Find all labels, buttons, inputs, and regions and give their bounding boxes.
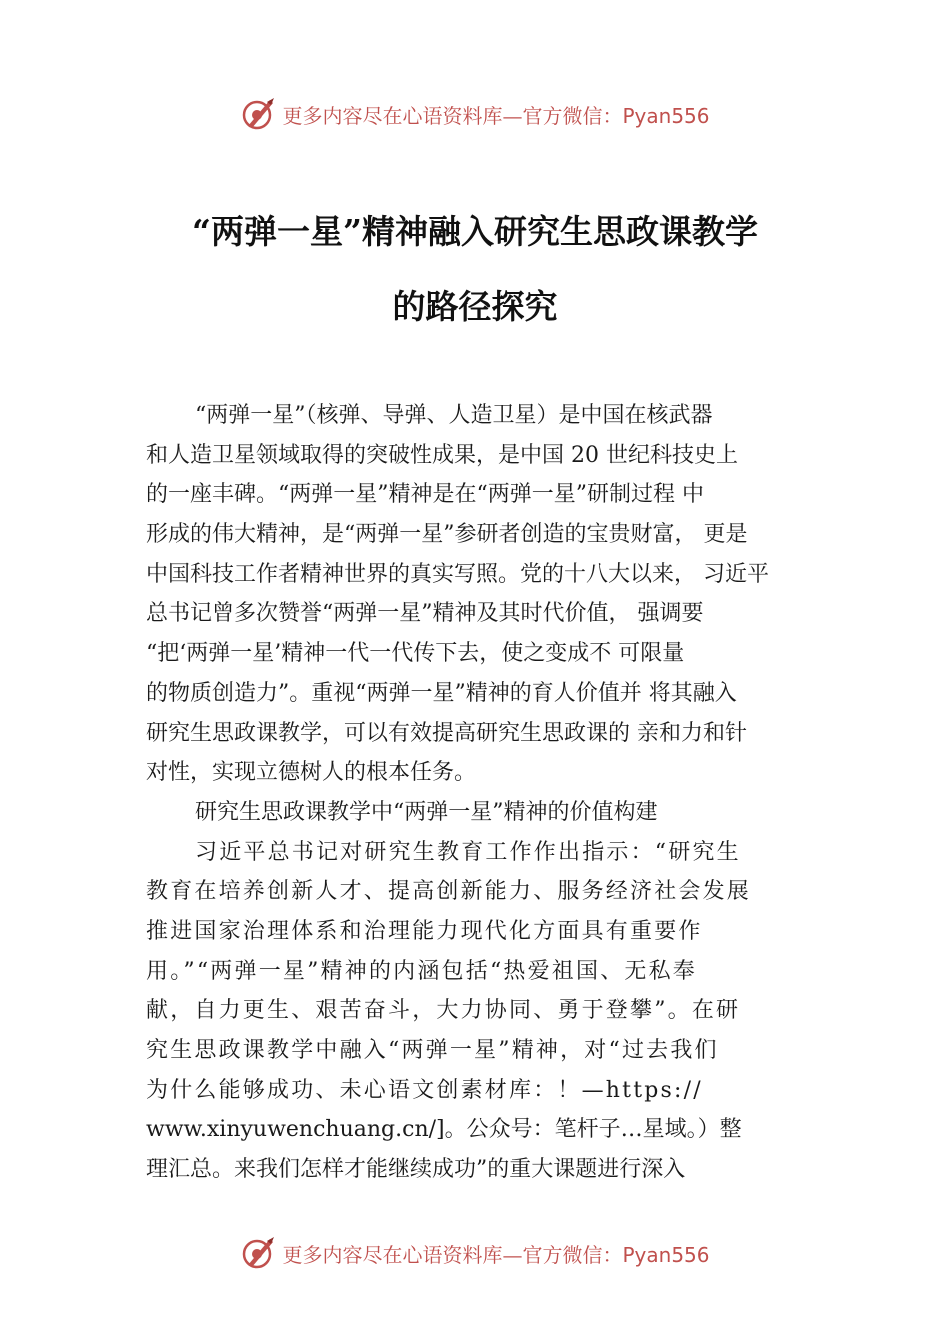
paragraph-line: “把‘两弹一星’精神一代一代传下去，使之变成不 可限量 [146, 641, 685, 667]
paragraph-line: 的物质创造力”。重视“两弹一星”精神的育人价值并 将其融入 [146, 680, 737, 706]
quill-seal-icon [240, 96, 276, 132]
paragraph-line: 究生思政课教学中融入“两弹一星”精神，对“过去我们 [146, 1038, 719, 1063]
document-title-line-2: 的路径探究 [392, 287, 558, 326]
paragraph-line: 为什么能够成功、未心语文创素材库：！—https:// [146, 1077, 703, 1103]
quill-seal-icon [240, 1235, 276, 1271]
paragraph-line: 理汇总。来我们怎样才能继续成功”的重大课题进行深入 [146, 1157, 686, 1183]
document-body [146, 396, 834, 1190]
paragraph-line: 习近平总书记对研究生教育工作作出指示：“研究生 [195, 839, 741, 865]
header-banner [0, 94, 950, 134]
paragraph-line: 用。”“两弹一星”精神的内涵包括“热爱祖国、无私奉 [146, 958, 697, 984]
paragraph-line: 对性，实现立德树人的根本任务。 [146, 760, 477, 786]
paragraph-line: www.xinyuwenchuang.cn/]。公众号：笔杆子…星域。）整 [146, 1117, 742, 1143]
paragraph-line: 的一座丰碑。“两弹一星”精神是在“两弹一星”研制过程 中 [146, 482, 704, 508]
section-heading: 研究生思政课教学中“两弹一星”精神的价值构建 [195, 799, 658, 825]
footer-banner [0, 1233, 950, 1273]
paragraph-line: 献，自力更生、艰苦奋斗，大力协同、勇于登攀”。在研 [146, 998, 741, 1024]
document-title-line-1: “两弹一星”精神融入研究生思政课教学 [192, 212, 758, 251]
paragraph-line: 总书记曾多次赞誉“两弹一星”精神及其时代价值， 强调要 [146, 601, 704, 627]
banner-text: 更多内容尽在心语资料库—官方微信：Pyan556 [282, 103, 710, 128]
paragraph-line: 教育在培养创新人才、提高创新能力、服务经济社会发展 [146, 879, 752, 905]
banner-text: 更多内容尽在心语资料库—官方微信：Pyan556 [282, 1242, 710, 1267]
paragraph-line: 研究生思政课教学，可以有效提高研究生思政课的 亲和力和针 [146, 720, 747, 746]
paragraph-line: “两弹一星”（核弹、导弹、人造卫星）是中国在核武器 [195, 403, 713, 428]
paragraph-line: 和人造卫星领域取得的突破性成果，是中国 20 世纪科技史上 [146, 442, 738, 468]
paragraph-line: 推进国家治理体系和治理能力现代化方面具有重要作 [146, 918, 703, 944]
paragraph-line: 中国科技工作者精神世界的真实写照。党的十八大以来， 习近平 [146, 561, 769, 587]
paragraph-line: 形成的伟大精神，是“两弹一星”参研者创造的宝贵财富， 更是 [146, 522, 748, 548]
